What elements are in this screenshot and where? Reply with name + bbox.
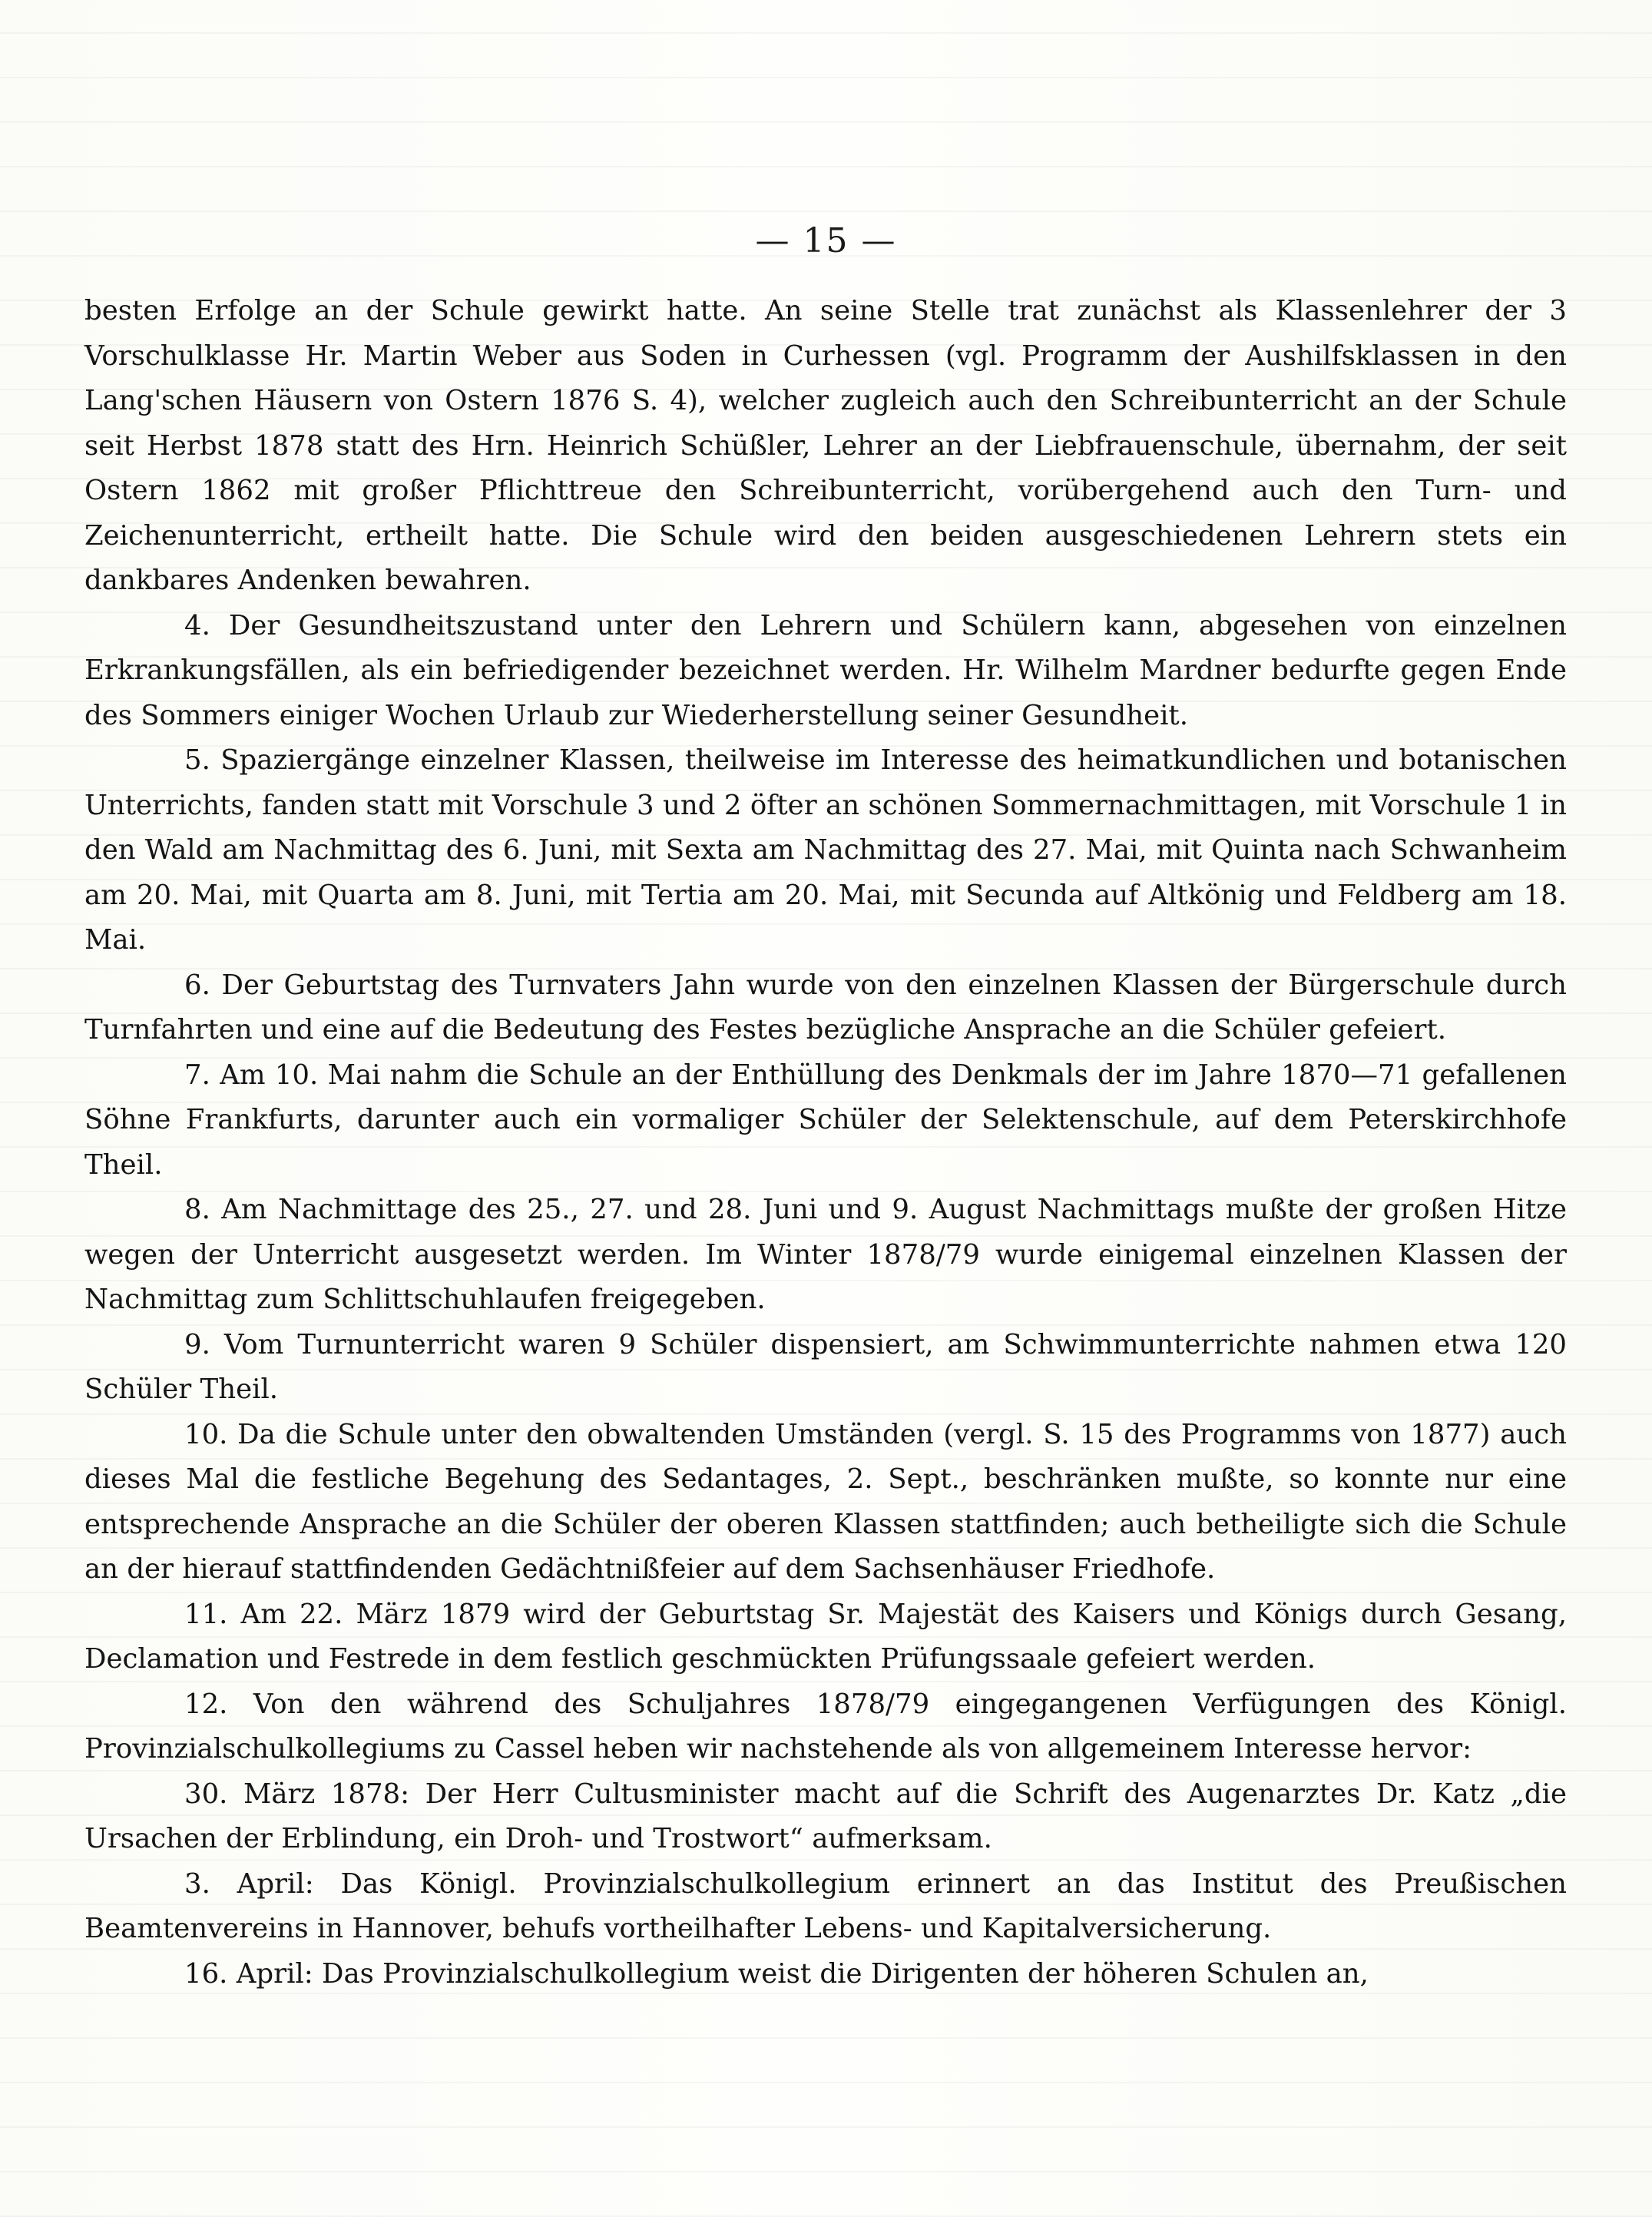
paragraph-decrees: 12. Von den während des Schuljahres 1878/79 eingegangenen Verfügungen des Königl. Provinzialschulkollegiums zu Cassel heben wir nachstehende als von allgemeinem Interesse hervor: bbox=[84, 1688, 1567, 1765]
page-number: — 15 — bbox=[755, 221, 897, 260]
paragraph-walks: 5. Spaziergänge einzelner Klassen, theilweise im Interesse des heimatkundlichen und botanischen Unterrichts, fanden statt mit Vorschule 3 und 2 öfter an schönen Sommernachmittagen, mit Vorschule 1 in den Wald am Nachmittag des 6. Juni, mit Sexta am Nachmittag des 27. Mai, mit Quinta nach Schwanheim am 20. Mai, mit Quarta am 8. Juni, mit Tertia am 20. Mai, mit Secunda auf Altkönig und Feldberg am 18. Mai. bbox=[84, 744, 1567, 956]
paragraph-kaiser-birthday: 11. Am 22. März 1879 wird der Geburtstag Sr. Majestät des Kaisers und Königs durch Gesang, Declamation und Festrede in dem festlich geschmückten Prüfungssaale gefeiert werden. bbox=[84, 1598, 1567, 1675]
paragraph-monument: 7. Am 10. Mai nahm die Schule an der Enthüllung des Denkmals der im Jahre 1870—71 gefallenen Söhne Frankfurts, darunter auch ein vormaliger Schüler der Selektenschule, auf dem Peterskirchhofe Theil. bbox=[84, 1059, 1567, 1181]
paragraph-decree-april-16: 16. April: Das Provinzialschulkollegium weist die Dirigenten der höheren Schulen an, bbox=[184, 1957, 1369, 1990]
paragraph-jahn-birthday: 6. Der Geburtstag des Turnvaters Jahn wurde von den einzelnen Klassen der Bürgerschule durch Turnfahrten und eine auf die Bedeutung des Festes bezügliche Ansprache an die Schüler gefeiert. bbox=[84, 969, 1567, 1046]
paragraph-heat: 8. Am Nachmittage des 25., 27. und 28. Juni und 9. August Nachmittags mußte der großen Hitze wegen der Unterricht ausgesetzt werden. Im Winter 1878/79 wurde einigemal einzelnen Klassen der Nachmittag zum Schlittschuhlaufen freigegeben. bbox=[84, 1194, 1567, 1315]
paragraph-gymnastics: 9. Vom Turnunterricht waren 9 Schüler dispensiert, am Schwimmunterrichte nahmen etwa 120 Schüler Theil. bbox=[84, 1328, 1567, 1405]
paragraph-decree-march: 30. März 1878: Der Herr Cultusminister macht auf die Schrift des Augenarztes Dr. Katz „die Ursachen der Erblindung, ein Droh- und Trostwort“ aufmerksam. bbox=[84, 1778, 1567, 1854]
paragraph-decree-april-3: 3. April: Das Königl. Provinzialschulkollegium erinnert an das Institut des Preußischen Beamtenvereins in Hannover, behufs vortheilhafter Lebens- und Kapitalversicherung. bbox=[84, 1867, 1567, 1944]
paragraph-teacher-change: besten Erfolge an der Schule gewirkt hatte. An seine Stelle trat zunächst als Klassenlehrer der 3 Vorschulklasse Hr. Martin Weber aus Soden in Curhessen (vgl. Programm der Aushilfsklassen in den Lang'schen Häusern von Ostern 1876 S. 4), welcher zugleich auch den Schreibunterricht an der Schule seit Herbst 1878 statt des Hrn. Heinrich Schüßler, Lehrer an der Liebfrauenschule, übernahm, der seit Ostern 1862 mit großer Pflichttreue den Schreibunterricht, vorübergehend auch den Turn- und Zeichenunterricht, ertheilt hatte. Die Schule wird den beiden ausgeschiedenen Lehrern stets ein dankbares Andenken bewahren. bbox=[84, 295, 1567, 596]
body-text bbox=[84, 289, 1567, 1997]
paragraph-health: 4. Der Gesundheitszustand unter den Lehrern und Schülern kann, abgesehen von einzelnen Erkrankungsfällen, als ein befriedigender bezeichnet werden. Hr. Wilhelm Mardner bedurfte gegen Ende des Sommers einiger Wochen Urlaub zur Wiederherstellung seiner Gesundheit. bbox=[84, 609, 1567, 731]
paragraph-sedan-day: 10. Da die Schule unter den obwaltenden Umständen (vergl. S. 15 des Programms von 1877) auch dieses Mal die festliche Begehung des Sedantages, 2. Sept., beschränken mußte, so konnte nur eine entsprechende Ansprache an die Schüler der oberen Klassen stattfinden; auch betheiligte sich die Schule an der hierauf stattfindenden Gedächtnißfeier auf dem Sachsenhäuser Friedhofe. bbox=[84, 1418, 1567, 1585]
